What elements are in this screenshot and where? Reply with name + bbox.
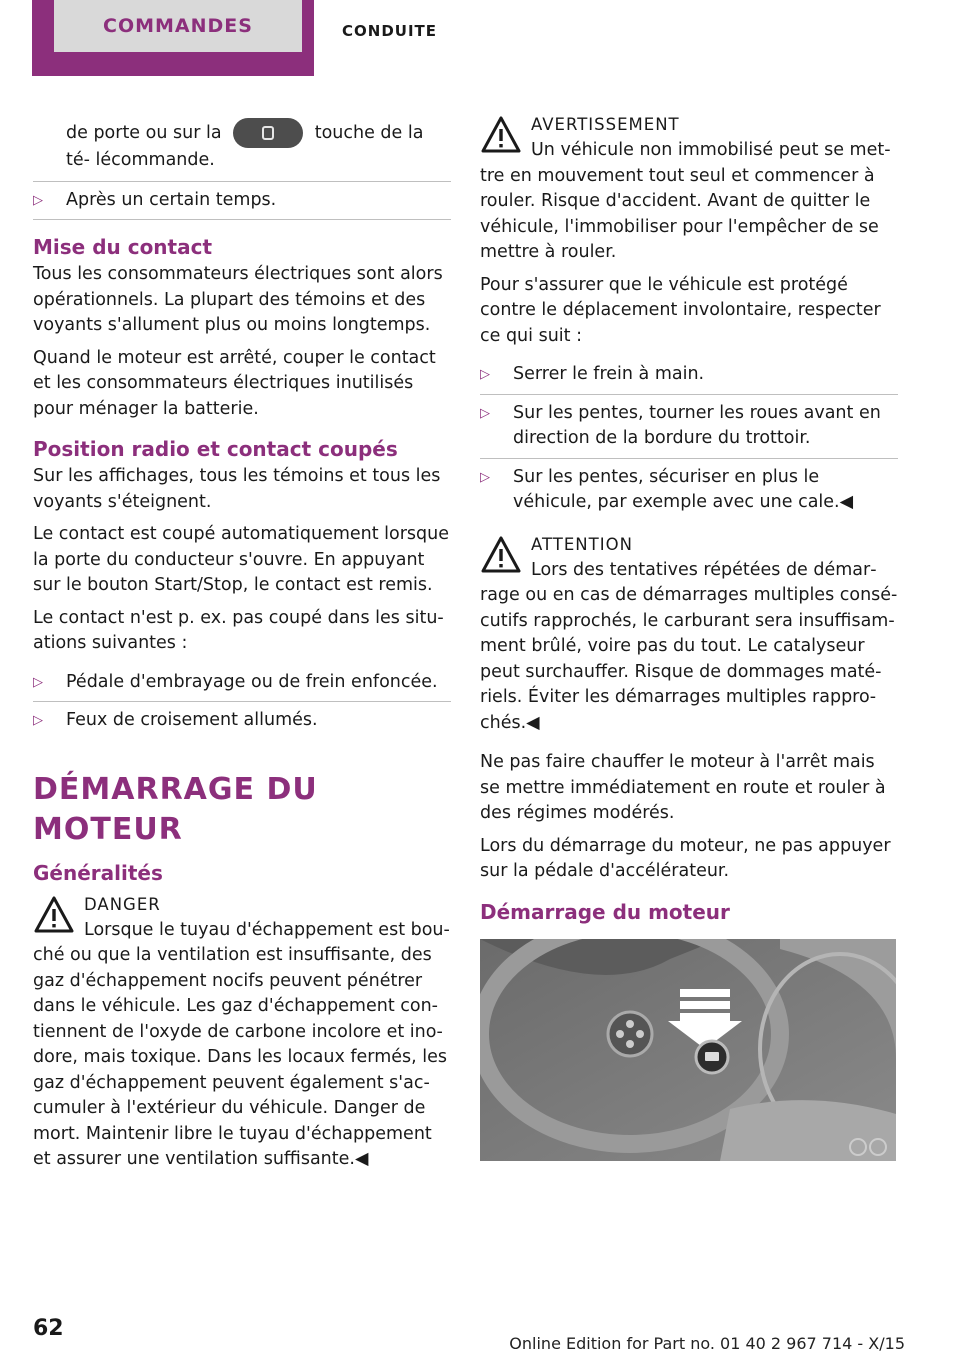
attention-box [480,532,898,737]
warning-triangle-icon [480,114,522,156]
triangle-bullet-icon [480,465,513,516]
intro-text-3: lécommande. [95,150,215,170]
tab-conduite[interactable]: CONDUITE [342,22,438,40]
paragraph: Lors du démarrage du moteur, ne pas appuyer sur la pédale d'accélérateur. [480,835,891,881]
list-item: ▷ Sur les pentes, sécuriser en plus le véhicule, par exemple avec une cale.◀ [480,459,898,522]
warning-triangle-icon [33,894,75,936]
paragraph: Sur les affichages, tous les témoins et tous les voyants s'éteignent. [33,466,441,512]
list-item: ▷ Après un certain temps. [33,181,451,221]
paragraph: Pour s'assurer que le véhicule est protégé contre le déplacement involontaire, respecter ce qui suit : [480,274,881,346]
list-item: ▷ Serrer le frein à main. [480,356,898,395]
danger-title: DANGER [84,894,161,914]
intro-paragraph [33,118,451,174]
list-item: ▷ Sur les pentes, tourner les roues avant en direction de la bordure du trottoir. [480,395,898,459]
paragraph: Ne pas faire chauffer le moteur à l'arrêt mais se mettre immédiatement en route et rouler à des régimes modérés. [480,752,886,823]
paragraph: Le contact n'est p. ex. pas coupé dans les situ‐ ations suivantes : [33,607,444,653]
bullet-list [480,356,898,522]
start-stop-button-illustration [480,939,896,1161]
triangle-bullet-icon [480,362,513,388]
heading-demarrage-du-moteur: DÉMARRAGE DU MOTEUR [33,771,318,847]
remote-lock-icon [233,118,303,148]
heading-mise-du-contact: Mise du contact [33,235,213,259]
tab-commandes-label: COMMANDES [54,0,302,52]
list-item: ▷ Feux de croisement allumés. [33,702,451,740]
triangle-bullet-icon [33,708,66,734]
paragraph: Quand le moteur est arrêté, couper le contact et les consommateurs électriques inutilisés pour ménager la batterie. [33,347,436,419]
avertissement-box [480,112,898,266]
heading-generalites: Généralités [33,860,163,885]
list-item: ▷ Pédale d'embrayage ou de frein enfoncée. [33,664,451,703]
heading-position-radio: Position radio et contact coupés [33,437,398,461]
intro-text-2: touche de la té‐ [66,123,424,170]
paragraph: Tous les consommateurs électriques sont alors opérationnels. La plupart des témoins et des voyants s'allument plus ou moins longtemps. [33,264,443,335]
triangle-bullet-icon [480,401,513,452]
danger-box [33,892,451,1173]
page-number: 62 [33,1316,64,1341]
triangle-bullet-icon [33,188,66,214]
attention-title: ATTENTION [531,534,633,554]
attention-text: Lors des tentatives répétées de démar‐ rage ou en cas de démarrages multiples consé‐ cutifs rapprochés, le carburant sera insuffisam‐ ment brûlé, voire pas du tout. Le catalyseur peut surchauffer. Risque de dommages maté‐ riels. Éviter les démarrages multiples rappro‐ chés.◀ [480,559,898,733]
danger-text: Lorsque le tuyau d'échappement est bou‐ ché ou que la ventilation est insuffisante, des gaz d'échappement nocifs peuvent pénétrer dans le véhicule. Les gaz d'échappement con‐ tiennent de l'oxyde de carbone incolore et ino‐ dore, mais toxique. Dans les locaux fermés, les gaz d'échappement peuvent également s'ac‐ cumuler à l'extérieur du véhicule. Danger de mort. Maintenir libre le tuyau d'échappement et assurer une ventilation suffisante.◀ [33,919,450,1169]
avertissement-text: Un véhicule non immobilisé peut se met‐ tre en mouvement tout seul et commencer à rouler. Risque d'accident. Avant de quitter le véhicule, l'immobiliser pour l'empêcher de se mettre à rouler. [480,140,891,262]
left-column [33,118,451,1180]
paragraph: Le contact est coupé automatiquement lorsque la porte du conducteur s'ouvre. En appuyant sur le bouton Start/Stop, le contact est remis. [33,524,450,595]
warning-triangle-icon [480,534,522,576]
intro-text-1: de porte ou sur la [66,123,222,143]
edition-footer: Online Edition for Part no. 01 40 2 967 714 - X/15 [509,1334,905,1353]
tab-commandes[interactable] [32,0,314,76]
triangle-bullet-icon [33,670,66,696]
heading-demarrage-moteur: Démarrage du moteur [480,899,730,924]
avertissement-title: AVERTISSEMENT [531,115,680,134]
bullet-list [33,664,451,740]
right-column [480,115,898,1161]
